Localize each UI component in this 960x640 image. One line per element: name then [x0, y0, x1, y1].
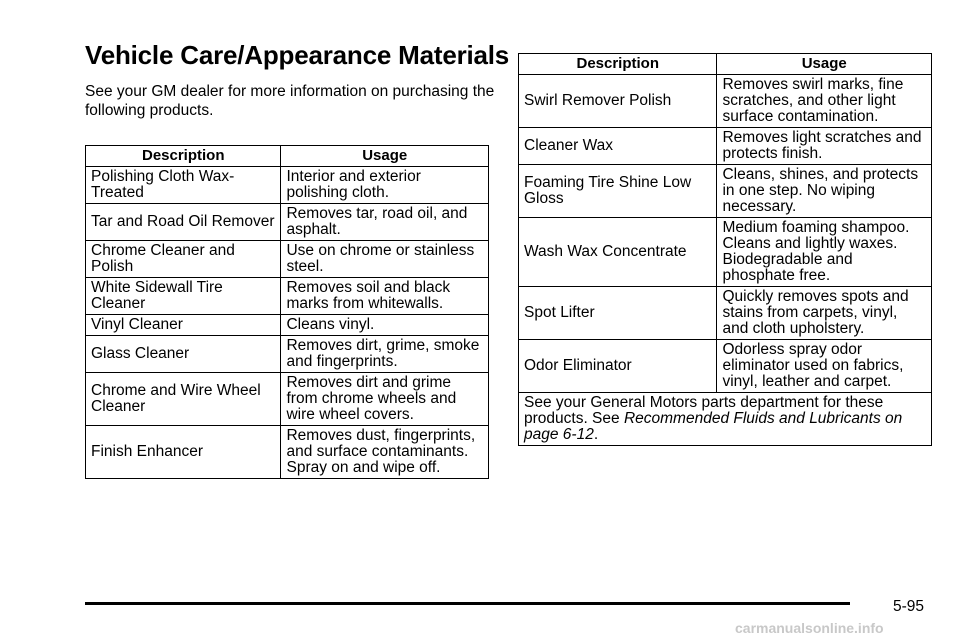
- table-row: [519, 218, 932, 287]
- table-row: [86, 373, 489, 426]
- table-row: [86, 278, 489, 315]
- page-number: 5-95: [893, 598, 925, 615]
- care-products-table-left: [85, 145, 489, 479]
- cross-reference-link[interactable]: Recommended Fluids and Lubricants on page 6-12: [524, 410, 903, 443]
- intro-paragraph: See your GM dealer for more information on purchasing the following products.: [85, 83, 495, 119]
- product-description: Odor Eliminator: [519, 340, 717, 393]
- column-header-usage: Usage: [281, 146, 489, 167]
- product-description: Swirl Remover Polish: [519, 75, 717, 128]
- product-usage: Removes dirt and grime from chrome wheels and wire wheel covers.: [281, 373, 489, 426]
- table-row: [519, 287, 932, 340]
- product-usage: Quickly removes spots and stains from carpets, vinyl, and cloth upholstery.: [717, 287, 932, 340]
- product-usage: Removes dust, fingerprints, and surface contaminants. Spray on and wipe off.: [281, 426, 489, 479]
- product-description: Cleaner Wax: [519, 128, 717, 165]
- column-header-description: Description: [86, 146, 281, 167]
- product-usage: Removes swirl marks, fine scratches, and other light surface contamination.: [717, 75, 932, 128]
- table-note-row: [519, 393, 932, 446]
- note-suffix: .: [593, 426, 599, 443]
- product-usage: Cleans vinyl.: [281, 315, 489, 336]
- product-description: White Sidewall Tire Cleaner: [86, 278, 281, 315]
- product-usage: Removes soil and black marks from whitewalls.: [281, 278, 489, 315]
- product-description: Wash Wax Concentrate: [519, 218, 717, 287]
- table-row: [86, 167, 489, 204]
- product-usage: Interior and exterior polishing cloth.: [281, 167, 489, 204]
- column-header-description: Description: [519, 54, 717, 75]
- product-description: Vinyl Cleaner: [86, 315, 281, 336]
- table-row: [86, 315, 489, 336]
- product-usage: Odorless spray odor eliminator used on fabrics, vinyl, leather and carpet.: [717, 340, 932, 393]
- page-title: Vehicle Care/Appearance Materials: [85, 40, 510, 70]
- column-header-usage: Usage: [717, 54, 932, 75]
- product-description: Chrome and Wire Wheel Cleaner: [86, 373, 281, 426]
- product-description: Spot Lifter: [519, 287, 717, 340]
- table-row: [86, 426, 489, 479]
- product-description: Glass Cleaner: [86, 336, 281, 373]
- product-usage: Medium foaming shampoo. Cleans and lightly waxes. Biodegradable and phosphate free.: [717, 218, 932, 287]
- product-usage: Removes dirt, grime, smoke and fingerprints.: [281, 336, 489, 373]
- product-usage: Removes tar, road oil, and asphalt.: [281, 204, 489, 241]
- table-row: [86, 204, 489, 241]
- product-usage: Cleans, shines, and protects in one step. No wiping necessary.: [717, 165, 932, 218]
- product-description: Chrome Cleaner and Polish: [86, 241, 281, 278]
- table-header-row: [519, 54, 932, 75]
- watermark: carmanualsonline.info: [735, 620, 884, 636]
- product-usage: Use on chrome or stainless steel.: [281, 241, 489, 278]
- table-row: [519, 165, 932, 218]
- table-row: [519, 128, 932, 165]
- product-description: Tar and Road Oil Remover: [86, 204, 281, 241]
- footer-rule: [85, 602, 850, 605]
- table-row: [519, 340, 932, 393]
- table-note: [519, 393, 932, 446]
- product-description: Foaming Tire Shine Low Gloss: [519, 165, 717, 218]
- product-description: Polishing Cloth Wax-Treated: [86, 167, 281, 204]
- table-row: [86, 241, 489, 278]
- product-description: Finish Enhancer: [86, 426, 281, 479]
- table-row: [86, 336, 489, 373]
- care-products-table-right: [518, 53, 932, 446]
- note-text: See your General Motors parts department for these products. See: [524, 394, 884, 427]
- product-usage: Removes light scratches and protects finish.: [717, 128, 932, 165]
- table-header-row: [86, 146, 489, 167]
- table-row: [519, 75, 932, 128]
